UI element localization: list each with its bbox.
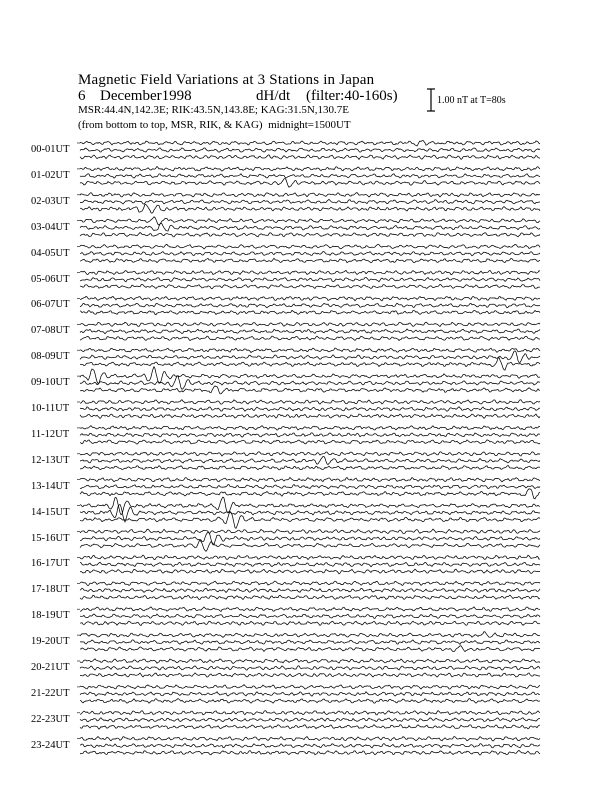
trace-msr xyxy=(80,414,540,419)
hour-label: 06-07UT xyxy=(31,299,70,311)
trace-kag xyxy=(80,607,540,612)
trace-msr xyxy=(80,698,540,703)
hour-label: 16-17UT xyxy=(31,558,70,570)
hour-label: 19-20UT xyxy=(31,636,70,648)
order-midnight-note xyxy=(78,119,351,131)
trace-rik xyxy=(80,329,540,334)
trace-rik xyxy=(80,223,540,231)
trace-msr xyxy=(80,440,540,444)
hour-label: 18-19UT xyxy=(31,610,70,622)
hour-label: 14-15UT xyxy=(31,506,70,518)
trace-msr xyxy=(80,386,540,394)
trace-rik xyxy=(80,485,540,489)
trace-rik xyxy=(80,174,540,179)
trace-msr xyxy=(80,258,540,262)
hour-label: 23-24UT xyxy=(31,739,70,751)
scale-bar-icon xyxy=(425,88,437,112)
trace-msr xyxy=(80,569,540,574)
hour-label: 02-03UT xyxy=(31,195,70,207)
hour-label: 12-13UT xyxy=(31,454,70,466)
trace-msr xyxy=(80,621,540,625)
trace-msr xyxy=(80,204,540,213)
trace-rik xyxy=(80,718,540,722)
trace-rik xyxy=(80,376,540,389)
stations-coordinates: MSR:44.4N,142.3E; RIK:43.5N,143.8E; KAG:31.5N,130.7E xyxy=(78,104,350,116)
trace-kag xyxy=(80,737,540,742)
trace-kag xyxy=(80,452,540,456)
hour-label: 07-08UT xyxy=(31,325,70,337)
trace-rik xyxy=(80,588,540,592)
trace-msr xyxy=(80,310,540,314)
trace-msr xyxy=(80,179,540,188)
hour-label: 03-04UT xyxy=(31,221,70,233)
trace-msr xyxy=(80,233,540,237)
trace-kag xyxy=(80,348,540,352)
hour-label: 10-11UT xyxy=(31,403,70,414)
trace-rik xyxy=(80,199,540,204)
trace-kag xyxy=(80,193,540,197)
trace-kag xyxy=(80,711,540,715)
trace-kag xyxy=(80,659,540,664)
trace-rik xyxy=(80,252,540,256)
hour-label: 22-23UT xyxy=(31,713,70,725)
trace-msr xyxy=(80,358,540,371)
trace-rik xyxy=(80,562,540,567)
hour-label: 05-06UT xyxy=(31,273,70,285)
trace-kag xyxy=(80,322,540,326)
trace-msr xyxy=(80,155,540,160)
trace-kag xyxy=(80,529,540,534)
hour-label: 04-05UT xyxy=(31,247,70,259)
trace-rik xyxy=(80,433,540,437)
hour-label: 01-02UT xyxy=(31,169,70,181)
hour-label: 20-21UT xyxy=(31,662,70,673)
quantity-label: dH/dt xyxy=(256,88,291,104)
month-year-label: December1998 xyxy=(100,88,192,104)
trace-msr xyxy=(80,465,540,469)
trace-kag xyxy=(80,140,540,146)
trace-kag xyxy=(80,166,540,171)
scale-bar-label: 1.00 nT at T=80s xyxy=(437,95,506,106)
filter-label: (filter:40-160s) xyxy=(306,88,398,104)
midnight-note: midnight=1500UT xyxy=(268,119,351,131)
trace-kag xyxy=(80,497,540,515)
trace-rik xyxy=(80,277,540,281)
trace-rik xyxy=(80,666,540,670)
chart-title: Magnetic Field Variations at 3 Stations in Japan xyxy=(78,72,375,88)
scale-bar xyxy=(425,88,565,112)
hour-label: 15-16UT xyxy=(31,532,70,544)
trace-kag xyxy=(80,367,540,384)
trace-msr xyxy=(80,540,540,551)
hour-label: 13-14UT xyxy=(31,480,70,492)
trace-msr xyxy=(80,750,540,755)
trace-kag xyxy=(80,244,540,249)
hour-label: 09-10UT xyxy=(31,377,70,389)
trace-msr xyxy=(80,595,540,599)
trace-rik xyxy=(80,692,540,697)
trace-rik xyxy=(80,614,540,618)
trace-rik xyxy=(80,407,540,412)
hour-label: 21-22UT xyxy=(31,687,70,699)
hour-label: 00-01UT xyxy=(31,144,70,155)
trace-kag xyxy=(80,296,540,300)
trace-kag xyxy=(80,426,540,431)
trace-rik xyxy=(80,148,540,152)
station-order-note: (from bottom to top, MSR, RIK, & KAG) xyxy=(78,119,263,131)
hour-label: 08-09UT xyxy=(31,351,70,363)
hour-label: 11-12UT xyxy=(31,428,70,440)
trace-kag xyxy=(80,555,540,559)
day-label: 6 xyxy=(78,88,86,104)
trace-msr xyxy=(80,725,540,730)
trace-msr xyxy=(80,489,540,499)
trace-msr xyxy=(80,336,540,340)
trace-kag xyxy=(80,400,540,404)
trace-msr xyxy=(80,284,540,288)
hour-label: 17-18UT xyxy=(31,584,70,596)
trace-rik xyxy=(80,532,540,545)
trace-msr xyxy=(80,646,540,652)
trace-rik xyxy=(80,351,540,363)
trace-rik xyxy=(80,744,540,748)
trace-rik xyxy=(80,456,540,464)
trace-kag xyxy=(80,581,540,586)
trace-rik xyxy=(80,640,540,645)
trace-kag xyxy=(80,217,540,225)
trace-kag xyxy=(80,685,540,690)
trace-msr xyxy=(80,673,540,677)
trace-kag xyxy=(80,632,540,638)
trace-rik xyxy=(80,303,540,307)
trace-kag xyxy=(80,270,540,274)
trace-kag xyxy=(80,477,540,481)
